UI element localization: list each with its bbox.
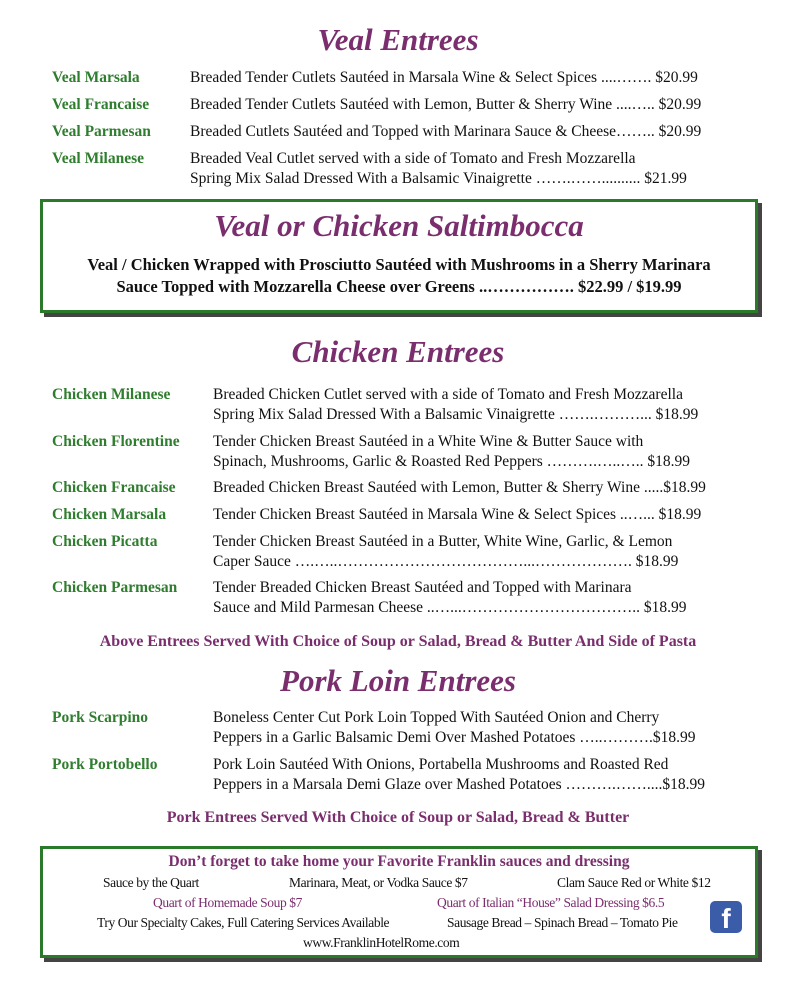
item-description: Pork Loin Sautéed With Onions, Portabella Mushrooms and Roasted Red Peppers in a Marsala Demi Glaze over Mashed Potatoes ……….……....$18.99 [213,756,706,793]
item-name: Chicken Francaise [52,479,176,496]
item-description: Tender Chicken Breast Sautéed in a White Wine & Butter Sauce with Spinach, Mushrooms, Garlic & Roasted Red Peppers ……….…..….. $18.99 [213,433,691,470]
veal-section-title: Veal Entrees [317,22,479,57]
item-name: Veal Milanese [52,150,144,167]
item-name: Pork Portobello [52,756,158,773]
dressing-price: Quart of Italian “House” Salad Dressing $6.5 [437,895,665,910]
pork-served-with-note: Pork Entrees Served With Choice of Soup or Salad, Bread & Butter [166,809,630,826]
breads-text: Sausage Bread – Spinach Bread – Tomato Pie [447,915,678,930]
item-name: Veal Francaise [52,96,150,113]
facebook-icon[interactable]: f [710,901,742,933]
saltimbocca-title: Veal or Chicken Saltimbocca [214,208,584,243]
item-name: Chicken Florentine [52,433,180,450]
saltimbocca-description: Veal / Chicken Wrapped with Prosciutto Sautéed with Mushrooms in a Sherry Marinara Sauce Topped with Mozzarella Cheese over Greens ..……………. $22.99 / $19.99 [87,255,711,296]
website-link[interactable]: www.FranklinHotelRome.com [303,935,460,950]
marinara-price: Marinara, Meat, or Vodka Sauce $7 [289,875,468,890]
chicken-section-title: Chicken Entrees [291,334,505,369]
item-description: Breaded Chicken Cutlet served with a side of Tomato and Fresh Mozzarella Spring Mix Salad Dressed With a Balsamic Vinaigrette …….………... $18.99 [213,386,699,423]
pork-section-title: Pork Loin Entrees [280,663,516,698]
item-description: Breaded Tender Cutlets Sautéed with Lemon, Butter & Sherry Wine ....….. $20.99 [190,96,702,113]
clam-sauce-price: Clam Sauce Red or White $12 [557,875,711,890]
item-name: Chicken Parmesan [52,579,178,596]
item-description: Breaded Veal Cutlet served with a side of Tomato and Fresh Mozzarella Spring Mix Salad Dressed With a Balsamic Vinaigrette …….…….......... $21.99 [190,150,687,187]
item-description: Breaded Chicken Breast Sautéed with Lemon, Butter & Sherry Wine .....$18.99 [213,479,706,496]
item-name: Chicken Picatta [52,533,158,550]
item-name: Veal Marsala [52,69,140,86]
item-description: Tender Chicken Breast Sautéed in a Butter, White Wine, Garlic, & Lemon Caper Sauce ….…..………………………………...………………. $18.99 [213,533,679,570]
cakes-catering-text: Try Our Specialty Cakes, Full Catering Services Available [97,915,390,930]
chicken-served-with-note: Above Entrees Served With Choice of Soup or Salad, Bread & Butter And Side of Pasta [99,633,697,650]
sauce-by-quart-label: Sauce by the Quart [103,875,199,890]
take-home-title: Don’t forget to take home your Favorite Franklin sauces and dressing [168,853,630,870]
item-description: Breaded Tender Cutlets Sautéed in Marsala Wine & Select Spices ....……. $20.99 [190,69,698,86]
saltimbocca-box [40,199,758,313]
item-description: Tender Chicken Breast Sautéed in Marsala Wine & Select Spices ..…... $18.99 [213,506,702,523]
item-name: Chicken Marsala [52,506,167,523]
item-name: Veal Parmesan [52,123,151,140]
item-description: Breaded Cutlets Sautéed and Topped with Marinara Sauce & Cheese…….. $20.99 [190,123,702,140]
item-description: Tender Breaded Chicken Breast Sautéed and Topped with Marinara Sauce and Mild Parmesan Cheese ..…...…………………………….. $18.99 [213,579,687,616]
item-name: Chicken Milanese [52,386,171,403]
item-description: Boneless Center Cut Pork Loin Topped With Sautéed Onion and Cherry Peppers in a Garlic Balsamic Demi Over Mashed Potatoes …..……….$18.99 [213,709,696,746]
soup-price: Quart of Homemade Soup $7 [153,895,302,910]
item-name: Pork Scarpino [52,709,149,726]
take-home-box [40,846,758,958]
